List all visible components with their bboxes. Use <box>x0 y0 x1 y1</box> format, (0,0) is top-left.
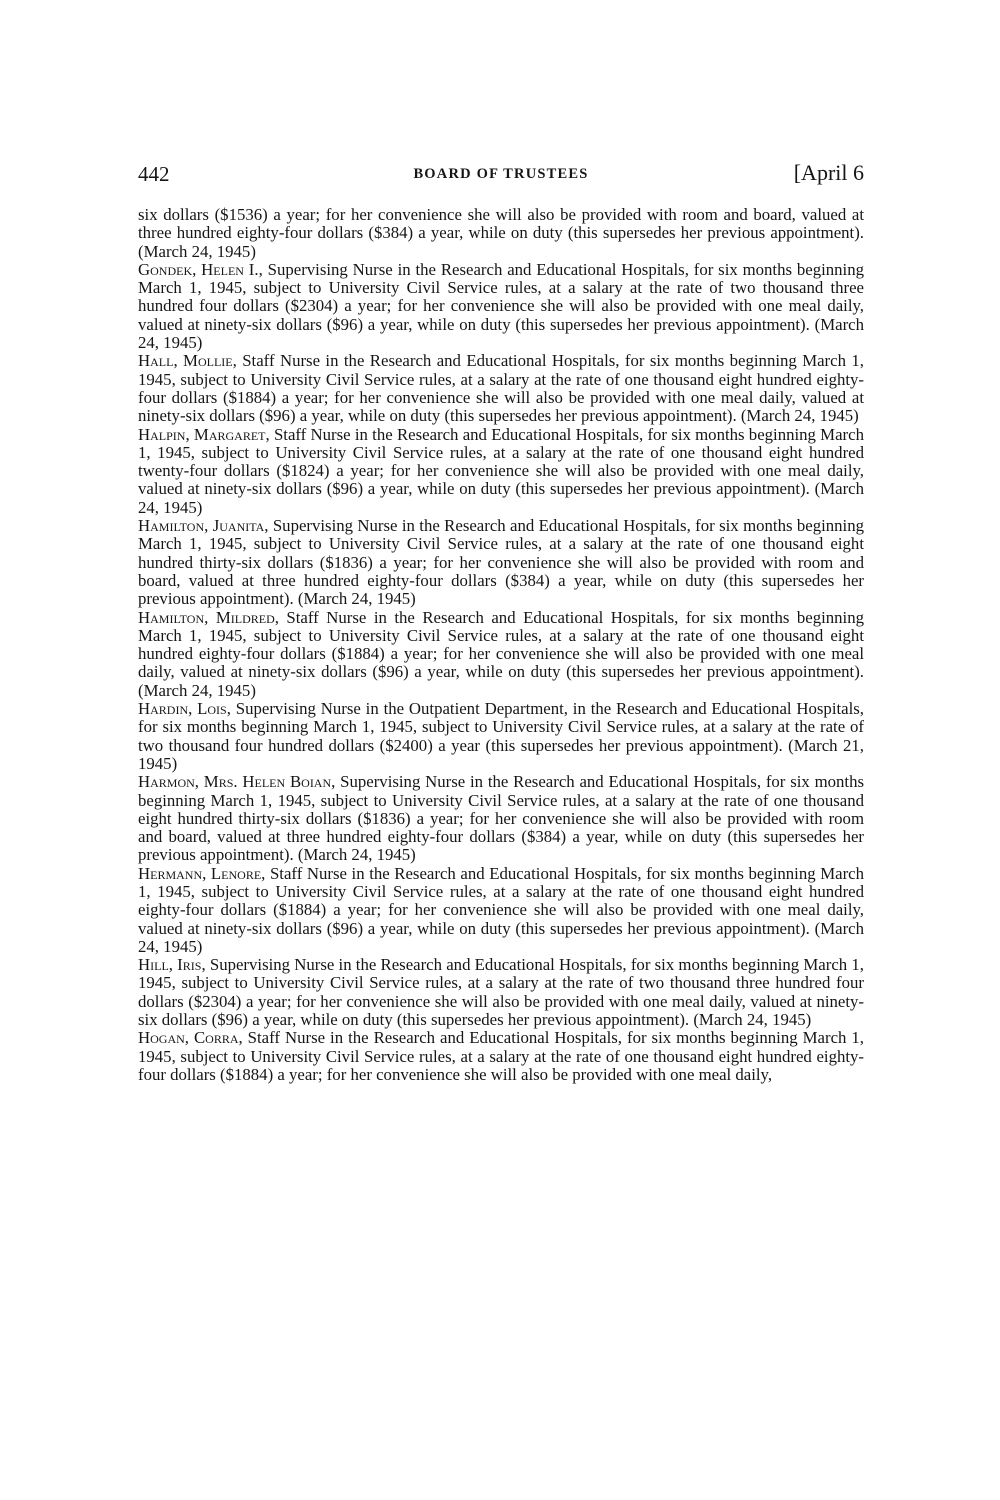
running-date: [April 6 <box>793 160 864 185</box>
entry-text: , Supervising Nurse in the Research and Educational Hospitals, for six months beginning March 1, 1945, subject to University Civil Service rules, at a salary at the rate of two thousand three hundred four dollars ($2304) a year; for her convenience she will also be provided with one meal daily, valued at ninety-six dollars ($96) a year, while on duty (this supersedes her previous appointment). (March 24, 1945) <box>138 955 864 1030</box>
entry-text: , Supervising Nurse in the Outpatient Department, in the Research and Educational Hospitals, for six months beginning March 1, 1945, subject to University Civil Service rules, at a salary at the rate of two thousand four hundred dollars ($2400) a year (this supersedes her previous appointment). (March 21, 1945) <box>138 699 864 773</box>
appointment-entry <box>138 426 864 517</box>
entry-name: Halpin, Margaret <box>138 424 266 444</box>
entry-text: , Staff Nurse in the Research and Educational Hospitals, for six months beginning March 1, 1945, subject to University Civil Service rules, at a salary at the rate of one thousand eight hundred eighty-four dollars ($1884) a year; for her convenience she will also be provided with one meal daily, valued at ninety-six dollars ($96) a year, while on duty (this supersedes her previous appointment). (March 24, 1945) <box>138 863 864 956</box>
entry-text: , Staff Nurse in the Research and Educational Hospitals, for six months beginning March 1, 1945, subject to University Civil Service rules, at a salary at the rate of one thousand eight hundred eighty-four dollars ($1884) a year; for her convenience she will also be provided with one meal daily, valued at ninety-six dollars ($96) a year, while on duty (this supersedes her previous appointment). (March 24, 1945) <box>138 351 864 426</box>
entry-text: , Staff Nurse in the Research and Educational Hospitals, for six months beginning March 1, 1945, subject to University Civil Service rules, at a salary at the rate of one thousand eight hundred twenty-four dollars ($1824) a year; for her convenience she will also be provided with one meal daily, valued at ninety-six dollars ($96) a year, while on duty (this supersedes her previous appointment). (March 24, 1945) <box>138 424 864 517</box>
entry-name: Hardin, Lois <box>138 699 227 719</box>
entry-name: Hogan, Corra <box>138 1028 239 1048</box>
appointment-entry <box>138 865 864 956</box>
entry-text: , Supervising Nurse in the Research and Educational Hospitals, for six months beginning March 1, 1945, subject to University Civil Service rules, at a salary at the rate of one thousand eight hundred thirty-six dollars ($1836) a year; for her convenience she will also be provided with room and board, valued at three hundred eighty-four dollars ($384) a year, while on duty (this supersedes her previous appointment). (March 24, 1945) <box>138 516 864 609</box>
entry-name: Hill, Iris <box>138 955 202 975</box>
appointment-entry <box>138 1029 864 1084</box>
appointment-entry <box>138 261 864 352</box>
document-body <box>138 206 864 1084</box>
document-page <box>138 158 864 1084</box>
entry-name: Hall, Mollie <box>138 351 233 371</box>
appointment-entry <box>138 609 864 700</box>
appointment-entry <box>138 517 864 608</box>
appointment-entry <box>138 352 864 425</box>
appointment-entry <box>138 700 864 773</box>
entry-text: , Staff Nurse in the Research and Educational Hospitals, for six months beginning March 1, 1945, subject to University Civil Service rules, at a salary at the rate of one thousand eight hundred eighty-four dollars ($1884) a year; for her convenience she will also be provided with one meal daily, <box>138 1028 864 1084</box>
entry-name: Hermann, Lenore <box>138 863 262 883</box>
running-title: BOARD OF TRUSTEES <box>413 166 589 182</box>
entry-name: Harmon, Mrs. Helen Boian <box>138 772 332 792</box>
page-number: 442 <box>138 162 170 186</box>
appointment-entry <box>138 773 864 864</box>
entry-text: , Supervising Nurse in the Research and Educational Hospitals, for six months beginning March 1, 1945, subject to University Civil Service rules, at a salary at the rate of two thousand three hundred four dollars ($2304) a year; for her convenience she will also be provided with one meal daily, valued at ninety-six dollars ($96) a year, while on duty (this supersedes her previous appointment). (March 24, 1945) <box>138 259 864 353</box>
continuation-paragraph: six dollars ($1536) a year; for her convenience she will also be provided with room and board, valued at three hundred eighty-four dollars ($384) a year, while on duty (this supersedes her previous appointment). (March 24, 1945) <box>138 205 864 261</box>
entry-name: Hamilton, Mildred <box>138 607 275 627</box>
appointment-entry <box>138 956 864 1029</box>
entry-text: , Supervising Nurse in the Research and Educational Hospitals, for six months beginning March 1, 1945, subject to University Civil Service rules, at a salary at the rate of one thousand eight hundred thirty-six dollars ($1836) a year; for her convenience she will also be provided with room and board, valued at three hundred eighty-four dollars ($384) a year, while on duty (this supersedes her previous appointment). (March 24, 1945) <box>138 772 864 865</box>
entry-name: Hamilton, Juanita <box>138 516 265 536</box>
entry-name: Gondek, Helen I. <box>138 259 259 279</box>
entry-text: , Staff Nurse in the Research and Educational Hospitals, for six months beginning March 1, 1945, subject to University Civil Service rules, at a salary at the rate of one thousand eight hundred eighty-four dollars ($1884) a year; for her convenience she will also be provided with one meal daily, valued at ninety-six dollars ($96) a year, while on duty (this supersedes her previous appointment). (March 24, 1945) <box>138 607 864 700</box>
page-header <box>138 158 864 198</box>
